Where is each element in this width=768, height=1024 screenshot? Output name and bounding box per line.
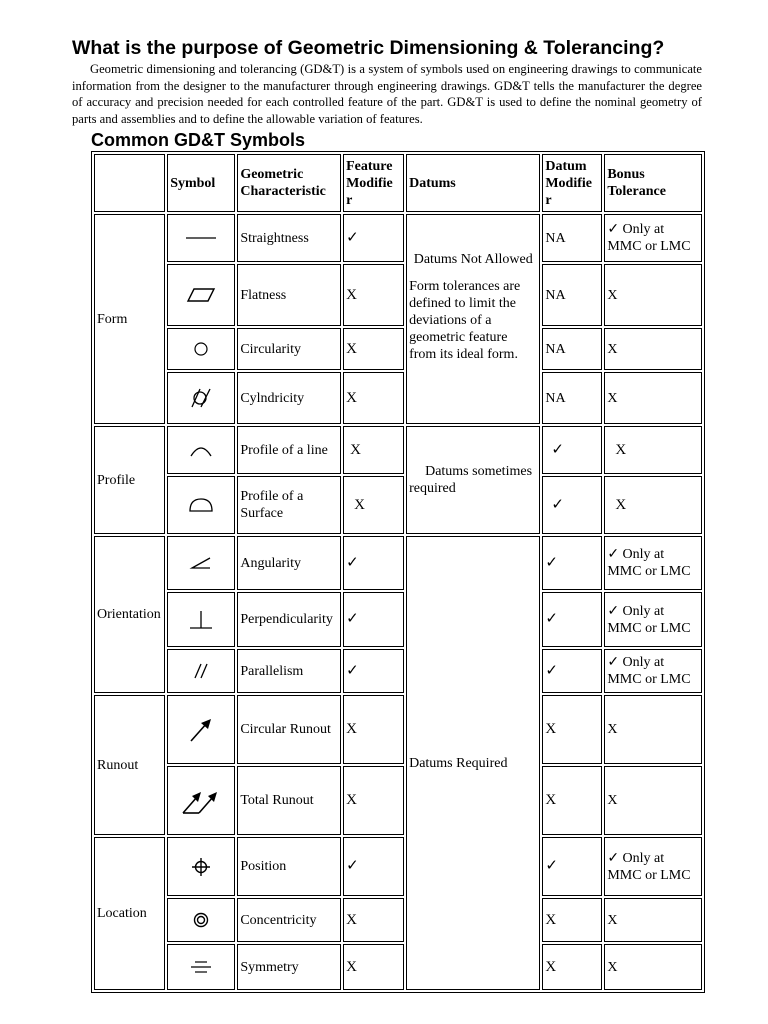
bonus-tolerance-cell: X [604, 426, 702, 474]
header-symbol: Symbol [167, 154, 235, 212]
bonus-tolerance-cell: X [604, 766, 702, 835]
characteristic-cell: Angularity [237, 536, 341, 590]
bonus-tolerance-cell: X [604, 328, 702, 370]
datum-modifier-cell: ✓ [542, 536, 602, 590]
angularity-icon [167, 536, 235, 590]
parallelism-icon [167, 649, 235, 693]
table-row [94, 695, 702, 764]
feature-modifier-cell: ✓ [343, 592, 404, 647]
gdt-symbols-table [91, 151, 705, 993]
datums-profile: Datums sometimes required [406, 426, 540, 534]
table-row [94, 214, 702, 262]
characteristic-cell: Cylndricity [237, 372, 341, 424]
datums-required: Datums Required [406, 536, 540, 990]
datum-modifier-cell: NA [542, 214, 602, 262]
bonus-tolerance-cell: ✓ Only at MMC or LMC [604, 592, 702, 647]
bonus-tolerance-cell: X [604, 476, 702, 534]
header-datums: Datums [406, 154, 540, 212]
bonus-tolerance-cell: X [604, 695, 702, 764]
header-datum-modifier: Datum Modifie r [542, 154, 602, 212]
table-row [94, 766, 702, 835]
table-row [94, 264, 702, 326]
feature-modifier-cell: ✓ [343, 649, 404, 693]
feature-modifier-cell: X [343, 695, 404, 764]
bonus-tolerance-cell: ✓ Only at MMC or LMC [604, 536, 702, 590]
intro-paragraph: Geometric dimensioning and tolerancing (GD&T) is a system of symbols used on engineering drawings to communicate information from the designer to the manufacturer through engineering drawings. GD&T tells the manufacturer the degree of accuracy and precision needed for each controlled feature of the part. GD&T is used to define the nominal geometry of parts and assemblies and to define the allowable variation of features. [72, 62, 702, 126]
category-form: Form [94, 214, 165, 424]
feature-modifier-cell: X [343, 426, 404, 474]
bonus-tolerance-cell: X [604, 264, 702, 326]
flatness-icon [167, 264, 235, 326]
circular-runout-icon [167, 695, 235, 764]
symmetry-icon [167, 944, 235, 990]
table-row [94, 476, 702, 534]
header-feature-modifier: Feature Modifie r [343, 154, 404, 212]
characteristic-cell: Total Runout [237, 766, 341, 835]
characteristic-cell: Flatness [237, 264, 341, 326]
characteristic-cell: Symmetry [237, 944, 341, 990]
datum-modifier-cell: X [542, 944, 602, 990]
feature-modifier-cell: X [343, 898, 404, 942]
characteristic-cell: Profile of a Surface [237, 476, 341, 534]
datum-modifier-cell: X [542, 898, 602, 942]
datums-form-note: Form tolerances are defined to limit the deviations of a geometric feature from its ideal form. [409, 279, 521, 362]
feature-modifier-cell: X [343, 264, 404, 326]
straightness-icon [167, 214, 235, 262]
feature-modifier-cell: ✓ [343, 837, 404, 896]
feature-modifier-cell: X [343, 372, 404, 424]
characteristic-cell: Concentricity [237, 898, 341, 942]
feature-modifier-cell: X [343, 766, 404, 835]
cylindricity-icon [167, 372, 235, 424]
bonus-tolerance-cell: ✓ Only at MMC or LMC [604, 837, 702, 896]
table-row [94, 592, 702, 647]
profile-surface-icon [167, 476, 235, 534]
datum-modifier-cell: ✓ [542, 426, 602, 474]
datums-form-title: Datums Not Allowed [413, 252, 533, 267]
datum-modifier-cell: ✓ [542, 837, 602, 896]
header-bonus-tolerance: Bonus Tolerance [604, 154, 702, 212]
perpendicularity-icon [167, 592, 235, 647]
feature-modifier-cell: X [343, 328, 404, 370]
feature-modifier-cell: X [343, 944, 404, 990]
bonus-tolerance-cell: ✓ Only at MMC or LMC [604, 214, 702, 262]
characteristic-cell: Parallelism [237, 649, 341, 693]
feature-modifier-cell: X [343, 476, 404, 534]
datum-modifier-cell: ✓ [542, 592, 602, 647]
bonus-tolerance-cell: X [604, 372, 702, 424]
table-row [94, 536, 702, 590]
datum-modifier-cell: ✓ [542, 476, 602, 534]
total-runout-icon [167, 766, 235, 835]
category-runout: Runout [94, 695, 165, 835]
characteristic-cell: Position [237, 837, 341, 896]
datum-modifier-cell: NA [542, 264, 602, 326]
feature-modifier-cell: ✓ [343, 536, 404, 590]
circularity-icon [167, 328, 235, 370]
header-characteristic: Geometric Characteristic [237, 154, 341, 212]
category-profile: Profile [94, 426, 165, 534]
section-heading: Common GD&T Symbols [91, 130, 306, 150]
datum-modifier-cell: X [542, 695, 602, 764]
table-row [94, 328, 702, 370]
header-category [94, 154, 165, 212]
page-title: What is the purpose of Geometric Dimensioning & Tolerancing? [72, 37, 665, 59]
bonus-tolerance-cell: ✓ Only at MMC or LMC [604, 649, 702, 693]
profile-line-icon [167, 426, 235, 474]
table-row [94, 944, 702, 990]
table-header-row [94, 154, 702, 212]
category-location: Location [94, 837, 165, 990]
concentricity-icon [167, 898, 235, 942]
table-row [94, 898, 702, 942]
table-row [94, 837, 702, 896]
characteristic-cell: Circularity [237, 328, 341, 370]
datum-modifier-cell: NA [542, 372, 602, 424]
datum-modifier-cell: NA [542, 328, 602, 370]
datum-modifier-cell: X [542, 766, 602, 835]
characteristic-cell: Profile of a line [237, 426, 341, 474]
bonus-tolerance-cell: X [604, 898, 702, 942]
category-orientation: Orientation [94, 536, 165, 693]
table-row [94, 649, 702, 693]
table-row [94, 426, 702, 474]
characteristic-cell: Straightness [237, 214, 341, 262]
bonus-tolerance-cell: X [604, 944, 702, 990]
characteristic-cell: Circular Runout [237, 695, 341, 764]
datums-form [406, 214, 540, 424]
position-icon [167, 837, 235, 896]
characteristic-cell: Perpendicularity [237, 592, 341, 647]
table-row [94, 372, 702, 424]
feature-modifier-cell: ✓ [343, 214, 404, 262]
datum-modifier-cell: ✓ [542, 649, 602, 693]
